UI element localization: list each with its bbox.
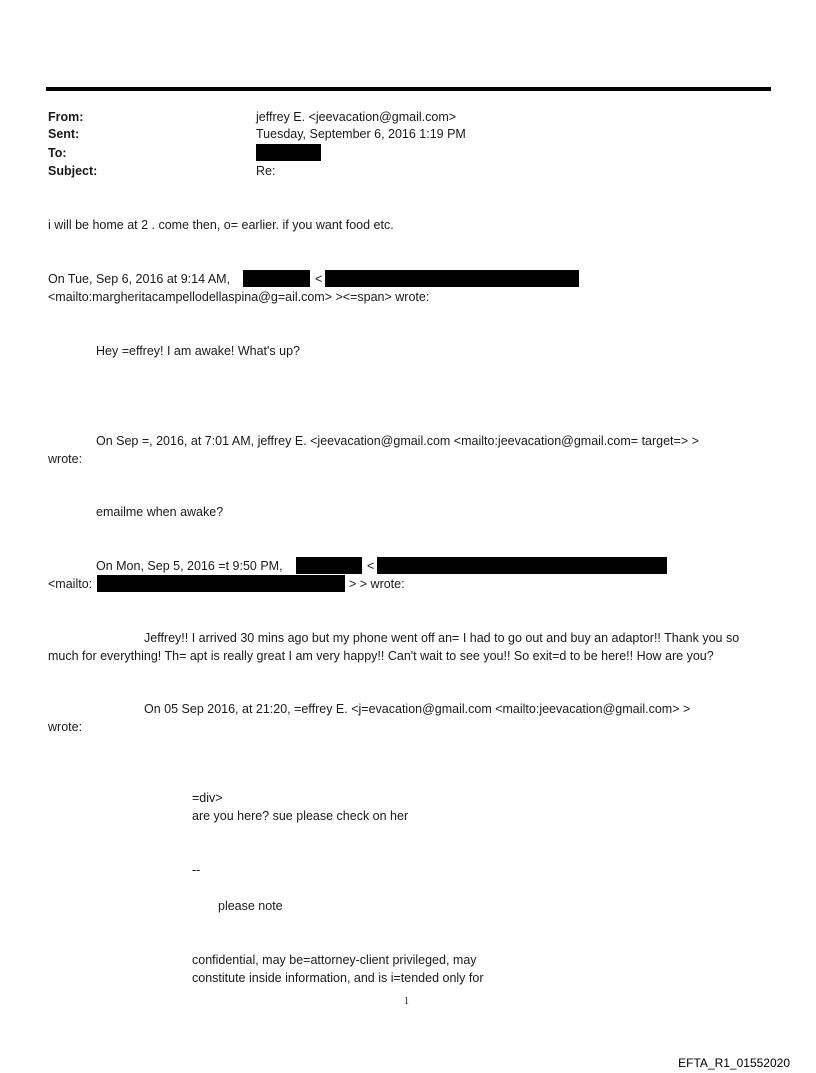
confidential-line-2: constitute inside information, and is i=tended only for bbox=[192, 971, 484, 985]
quote-mailto-1: <mailto:margheritacampellodellaspina@g=ail.com> ><=span> wrote: bbox=[48, 290, 430, 304]
quote-header-3: On Mon, Sep 5, 2016 =t 9:50 PM, bbox=[96, 559, 283, 573]
header-rule bbox=[46, 87, 771, 91]
quote-header-4: On 05 Sep 2016, at 21:20, =effrey E. <j=evacation@gmail.com <mailto:jeevacation@gmail.com> > bbox=[144, 702, 691, 716]
subject-value: Re: bbox=[256, 164, 276, 178]
quote-wrote-4: wrote: bbox=[48, 720, 83, 734]
to-label: To: bbox=[48, 146, 67, 160]
quote-header-2: On Sep =, 2016, at 7:01 AM, jeffrey E. <jeevacation@gmail.com <mailto:jeevacation@gmail.com= target=> > bbox=[96, 434, 699, 448]
redaction-mailto-3 bbox=[97, 575, 345, 592]
please-note: please note bbox=[218, 899, 283, 913]
page-number: 1 bbox=[404, 996, 409, 1007]
quote-header-1: On Tue, Sep 6, 2016 at 9:14 AM, bbox=[48, 272, 231, 286]
reply-3: Jeffrey!! I arrived 30 mins ago but my phone went off an= I had to go out and buy an adaptor!! Thank you so much for everything! Th= apt is really great I am very happy!! Can't wait to see you!! So exit=d to be here!! How are you? bbox=[48, 631, 740, 663]
quote-wrote-2: wrote: bbox=[48, 452, 83, 466]
quote-mailto-3: <mailto: bbox=[48, 577, 93, 591]
reply-1: Hey =effrey! I am awake! What's up? bbox=[96, 344, 300, 358]
message-line: i will be home at 2 . come then, o= earlier. if you want food etc. bbox=[48, 218, 394, 232]
from-label: From: bbox=[48, 110, 84, 124]
sent-label: Sent: bbox=[48, 127, 80, 141]
from-value: jeffrey E. <jeevacation@gmail.com> bbox=[256, 110, 457, 124]
quote-lt-1: < bbox=[315, 272, 323, 286]
subject-label: Subject: bbox=[48, 164, 98, 178]
document-id: EFTA_R1_01552020 bbox=[678, 1056, 790, 1070]
confidential-line-1: confidential, may be=attorney-client privileged, may bbox=[192, 953, 477, 967]
quote-lt-3: < bbox=[367, 559, 375, 573]
sent-value: Tuesday, September 6, 2016 1:19 PM bbox=[256, 127, 466, 141]
redaction-name-3 bbox=[296, 557, 362, 574]
redaction-email-3 bbox=[377, 557, 667, 574]
redaction-name-1 bbox=[243, 270, 310, 287]
redaction-to bbox=[256, 144, 321, 161]
signature-dash: -- bbox=[192, 863, 201, 877]
redaction-email-1 bbox=[325, 270, 579, 287]
reply-4: are you here? sue please check on her bbox=[192, 809, 409, 823]
reply-2: emailme when awake? bbox=[96, 505, 224, 519]
div-tag-text: =div> bbox=[192, 791, 223, 805]
quote-wrote-3: > > wrote: bbox=[349, 577, 405, 591]
